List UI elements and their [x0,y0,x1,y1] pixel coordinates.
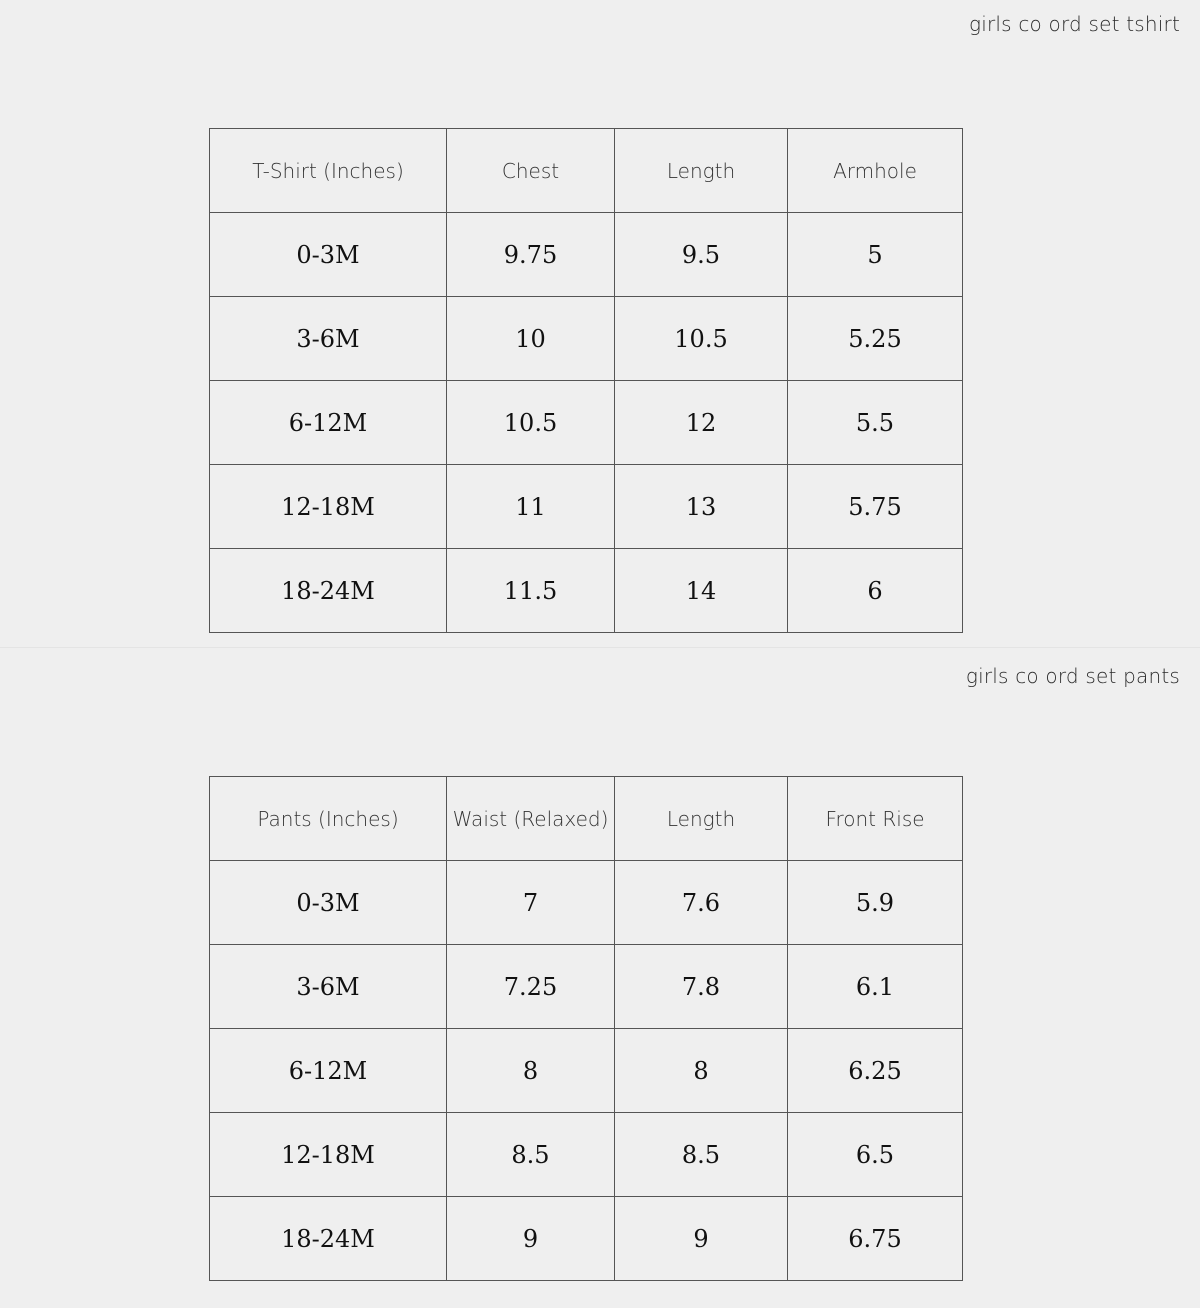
value-cell: 5.9 [788,861,963,945]
value-cell: 13 [615,465,788,549]
table-row [210,465,963,549]
table-row [210,381,963,465]
table-header-row [210,129,963,213]
value-cell: 9 [615,1197,788,1281]
value-cell: 7.8 [615,945,788,1029]
tshirt-panel [0,0,1200,647]
table-row [210,549,963,633]
value-cell: 6.75 [788,1197,963,1281]
value-cell: 8.5 [447,1113,615,1197]
value-cell: 10.5 [615,297,788,381]
value-cell: 5 [788,213,963,297]
size-cell: 0-3M [210,861,447,945]
value-cell: 12 [615,381,788,465]
table-row [210,1029,963,1113]
tshirt-size-table [209,128,963,633]
value-cell: 14 [615,549,788,633]
value-cell: 10.5 [447,381,615,465]
size-cell: 0-3M [210,213,447,297]
value-cell: 6.5 [788,1113,963,1197]
value-cell: 10 [447,297,615,381]
size-cell: 18-24M [210,1197,447,1281]
header-cell-size: Pants (Inches) [210,777,447,861]
size-cell: 3-6M [210,945,447,1029]
value-cell: 11.5 [447,549,615,633]
value-cell: 9.5 [615,213,788,297]
pants-size-table [209,776,963,1281]
table-row [210,945,963,1029]
header-cell-length: Length [615,129,788,213]
value-cell: 6.1 [788,945,963,1029]
value-cell: 5.25 [788,297,963,381]
table-row [210,213,963,297]
value-cell: 8 [447,1029,615,1113]
size-cell: 6-12M [210,381,447,465]
value-cell: 11 [447,465,615,549]
value-cell: 7.25 [447,945,615,1029]
size-cell: 18-24M [210,549,447,633]
header-cell-length: Length [615,777,788,861]
value-cell: 9.75 [447,213,615,297]
size-cell: 12-18M [210,465,447,549]
header-cell-front-rise: Front Rise [788,777,963,861]
value-cell: 6 [788,549,963,633]
header-cell-size: T-Shirt (Inches) [210,129,447,213]
value-cell: 5.75 [788,465,963,549]
value-cell: 8 [615,1029,788,1113]
size-cell: 12-18M [210,1113,447,1197]
value-cell: 7.6 [615,861,788,945]
tshirt-caption: girls co ord set tshirt [969,12,1180,36]
pants-panel [0,647,1200,1308]
value-cell: 7 [447,861,615,945]
size-cell: 6-12M [210,1029,447,1113]
header-cell-waist: Waist (Relaxed) [447,777,615,861]
table-row [210,1113,963,1197]
table-row [210,861,963,945]
table-row [210,297,963,381]
value-cell: 9 [447,1197,615,1281]
header-cell-chest: Chest [447,129,615,213]
pants-caption: girls co ord set pants [965,664,1180,688]
value-cell: 5.5 [788,381,963,465]
table-header-row [210,777,963,861]
value-cell: 6.25 [788,1029,963,1113]
table-row [210,1197,963,1281]
size-cell: 3-6M [210,297,447,381]
value-cell: 8.5 [615,1113,788,1197]
header-cell-armhole: Armhole [788,129,963,213]
